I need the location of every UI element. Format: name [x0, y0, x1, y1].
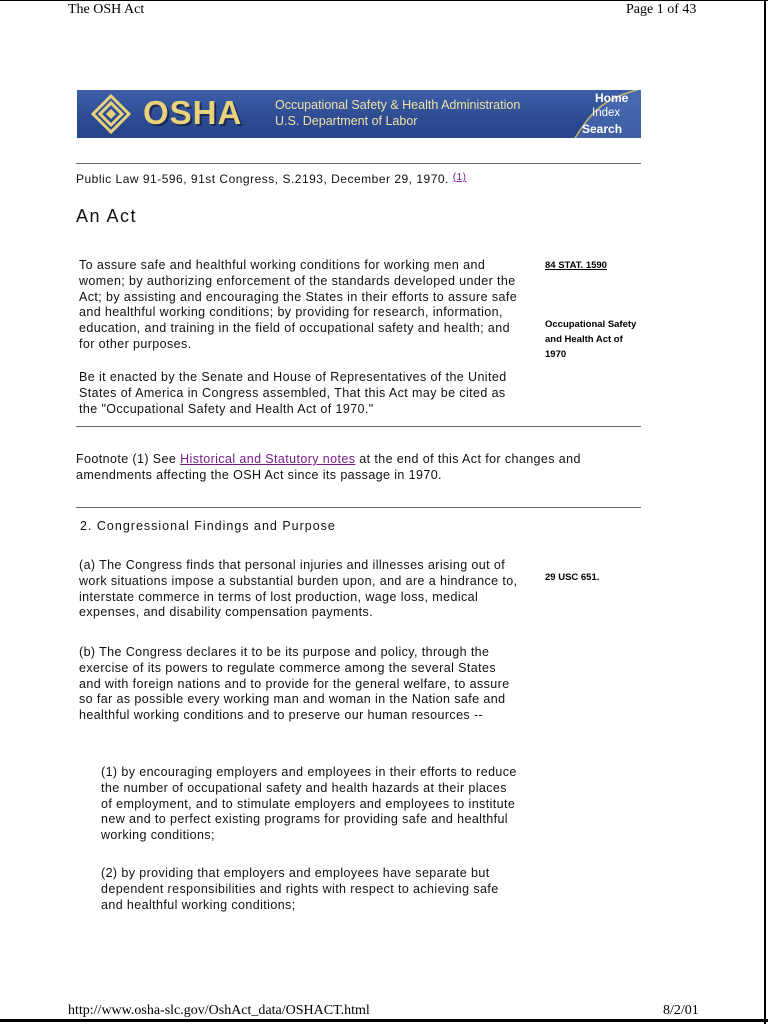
purpose-paragraph: To assure safe and healthful working conditions for working men and women; by authorizing enforcement of the standards developed under the Act; by assisting and encouraging the States in their efforts to assure safe and healthful working conditions; by providing for research, information, education, and training in the field of occupational safety and health; and for other purposes. [79, 258, 518, 351]
paragraph-b: (b) The Congress declares it to be its purpose and policy, through the exercise of its powers to regulate commerce among the several States and with foreign nations and to provide for the general welfare, to assure so far as possible every working man and woman in the Nation safe and healthful working conditions and to preserve our human resources -- [79, 645, 510, 723]
agency-name [275, 97, 520, 129]
enacting-clause: Be it enacted by the Senate and House of Representatives of the United States of America in Congress assembled, That this Act may be cited as the "Occupational Safety and Health Act of 1970." [79, 370, 507, 416]
footnote-prefix: Footnote (1) See [76, 452, 177, 466]
footnote-1-link[interactable]: (1) [452, 172, 467, 183]
print-footer-url: http://www.osha-slc.gov/OshAct_data/OSHACT.html [68, 1003, 370, 1018]
margin-note-stat: 84 STAT. 1590 [545, 260, 607, 271]
osha-logo-icon [91, 94, 131, 134]
page-frame-bottom [0, 1019, 768, 1022]
act-title: An Act [76, 206, 138, 226]
footnote-suffix: at the end of this Act for changes and amendments affecting the OSH Act since its passage in 1970. [76, 452, 581, 482]
osha-banner [77, 90, 641, 138]
public-law-text: Public Law 91-596, 91st Congress, S.2193, December 29, 1970. [76, 172, 449, 186]
item-1: (1) by encouraging employers and employees in their efforts to reduce the number of occupational safety and health hazards at their places of employment, and to stimulate employers and employees to institute new and to perfect existing programs for providing safe and healthful working conditions; [101, 765, 517, 843]
divider [76, 163, 641, 164]
print-header-title: The OSH Act [68, 2, 145, 17]
margin-note-usc: 29 USC 651. [545, 572, 600, 583]
footnote-paragraph [76, 451, 646, 483]
margin-note-short-title: Occupational Safety and Health Act of 1970 [545, 319, 637, 360]
nav-home-link[interactable]: Home [595, 91, 629, 105]
item-2: (2) by providing that employers and employees have separate but dependent responsibilities and rights with respect to achieving safe and healthful working conditions; [101, 866, 499, 912]
print-footer-date: 8/2/01 [663, 1003, 699, 1018]
page-frame-top [0, 0, 768, 1]
agency-line-1: Occupational Safety & Health Administration [275, 98, 521, 112]
nav-search-link[interactable]: Search [582, 122, 623, 136]
nav-index-link[interactable]: Index [592, 107, 621, 119]
agency-line-2: U.S. Department of Labor [275, 114, 418, 128]
paragraph-a: (a) The Congress finds that personal injuries and illnesses arising out of work situations impose a substantial burden upon, and are a hindrance to, interstate commerce in terms of lost production, wage loss, medical expenses, and disability compensation payments. [79, 558, 518, 620]
page-frame-right [764, 0, 766, 1024]
osha-logo-text: OSHA [143, 94, 243, 131]
divider [76, 426, 641, 427]
historical-notes-link[interactable]: Historical and Statutory notes [180, 452, 356, 466]
divider [76, 507, 641, 508]
print-header-page-number: Page 1 of 43 [626, 2, 697, 17]
section-heading: 2. Congressional Findings and Purpose [80, 519, 336, 533]
public-law-citation [76, 172, 466, 186]
